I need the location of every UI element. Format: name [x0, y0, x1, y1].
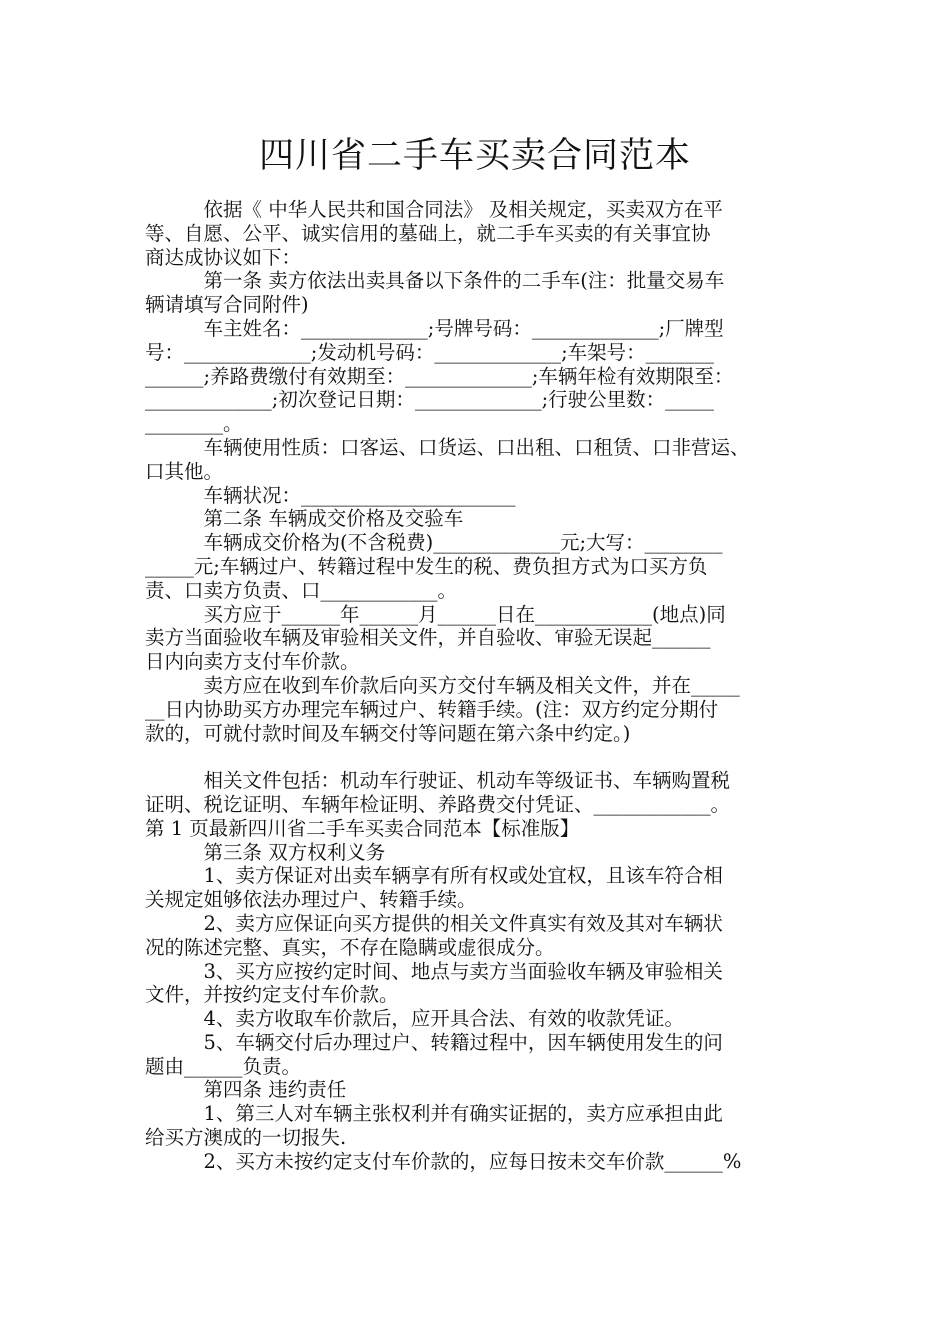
text-line: 4、卖方收取车价款后，应开具合法、有效的收款凭证。	[145, 1007, 684, 1031]
text-line: 第三条 双方权利义务	[145, 840, 386, 864]
text-line: 车主姓名：_____________;号牌号码：_____________;厂牌型	[145, 316, 724, 340]
text-line: 2、买方未按约定支付车价款的，应每日按未交车价款______%	[145, 1149, 742, 1173]
document-body	[145, 198, 813, 1174]
text-line: 1、第三人对车辆主张权利并有确实证据的，卖方应承担由此	[145, 1102, 723, 1126]
text-line: 关规定姐够依法办理过户、转籍手续。	[145, 888, 477, 912]
text-line: 卖方应在收到车价款后向买方交付车辆及相关文件，并在_____	[145, 673, 740, 697]
text-line: 款的，可就付款时间及车辆交付等问题在第六条中约定。)	[145, 721, 631, 745]
text-line: 责、口卖方负责、口____________。	[145, 578, 458, 602]
text-line: 相关文件包括：机动车行驶证、机动车等级证书、车辆购置税	[145, 769, 731, 793]
text-line: 文件，并按约定支付车价款。	[145, 983, 399, 1007]
text-line: 车辆使用性质：口客运、口货运、口出租、口租赁、口非营运、	[145, 435, 750, 459]
text-line: 口其他。	[145, 459, 224, 483]
text-line: 给买方澳成的一切报失.	[145, 1126, 347, 1150]
text-line: 号：_____________;发动机号码：_____________;车架号：_______	[145, 340, 714, 364]
text-line: 第一条 卖方依法出卖具备以下条件的二手车(注：批量交易车	[145, 269, 725, 293]
text-line: 车辆成交价格为(不含税费)_____________元;大写：________	[145, 531, 723, 555]
text-line: 2、卖方应保证向买方提供的相关文件真实有效及其对车辆状	[145, 911, 723, 935]
text-line: 题由______负责。	[145, 1054, 302, 1078]
text-line: 3、买方应按约定时间、地点与卖方当面验收车辆及审验相关	[145, 959, 723, 983]
text-line: 辆请填写合同附件)	[145, 293, 309, 317]
blank-line	[145, 745, 813, 769]
text-line: ________。	[145, 412, 243, 436]
text-line: 1、卖方保证对出卖车辆享有所有权或处宜权，且该车符合相	[145, 864, 723, 888]
text-line: 第 1 页最新四川省二手车买卖合同范本【标准版】	[145, 816, 580, 840]
text-line: 等、自愿、公平、诚实信用的墓础上，就二手车买卖的有关事宜协	[145, 221, 711, 245]
text-line: ______;养路费缴付有效期至：_____________;车辆年检有效期限至：	[145, 364, 734, 388]
text-line: 5、车辆交付后办理过户、转籍过程中，因车辆使用发生的问	[145, 1030, 723, 1054]
text-line: 买方应于______年______月______日在____________(地点)同	[145, 602, 726, 626]
text-line: 日内向卖方支付车价款。	[145, 650, 360, 674]
text-line: 证明、税讫证明、车辆年检证明、养路费交付凭证、____________。	[145, 792, 731, 816]
text-line: 车辆状况：______________________	[145, 483, 516, 507]
text-line: 依据《 中华人民共和国合同法》 及相关规定，买卖双方在平	[145, 198, 723, 221]
text-line: 第四条 违约责任	[145, 1078, 347, 1102]
text-line: _____元;车辆过户、转籍过程中发生的税、费负担方式为口买方负	[145, 554, 708, 578]
text-line: 况的陈述完整、真实，不存在隐瞒或虚很成分。	[145, 935, 555, 959]
text-line: 商达成协议如下：	[145, 245, 302, 269]
text-line: _____________;初次登记日期：_____________;行驶公里数：_____	[145, 388, 714, 412]
text-line: 卖方当面验收车辆及审验相关文件，并自验收、审验无误起______	[145, 626, 711, 650]
text-line: __日内协助买方办理完车辆过户、转籍手续。(注：双方约定分期付	[145, 697, 719, 721]
document-title: 四川省二手车买卖合同范本	[258, 136, 691, 176]
text-line: 第二条 车辆成交价格及交验车	[145, 507, 464, 531]
